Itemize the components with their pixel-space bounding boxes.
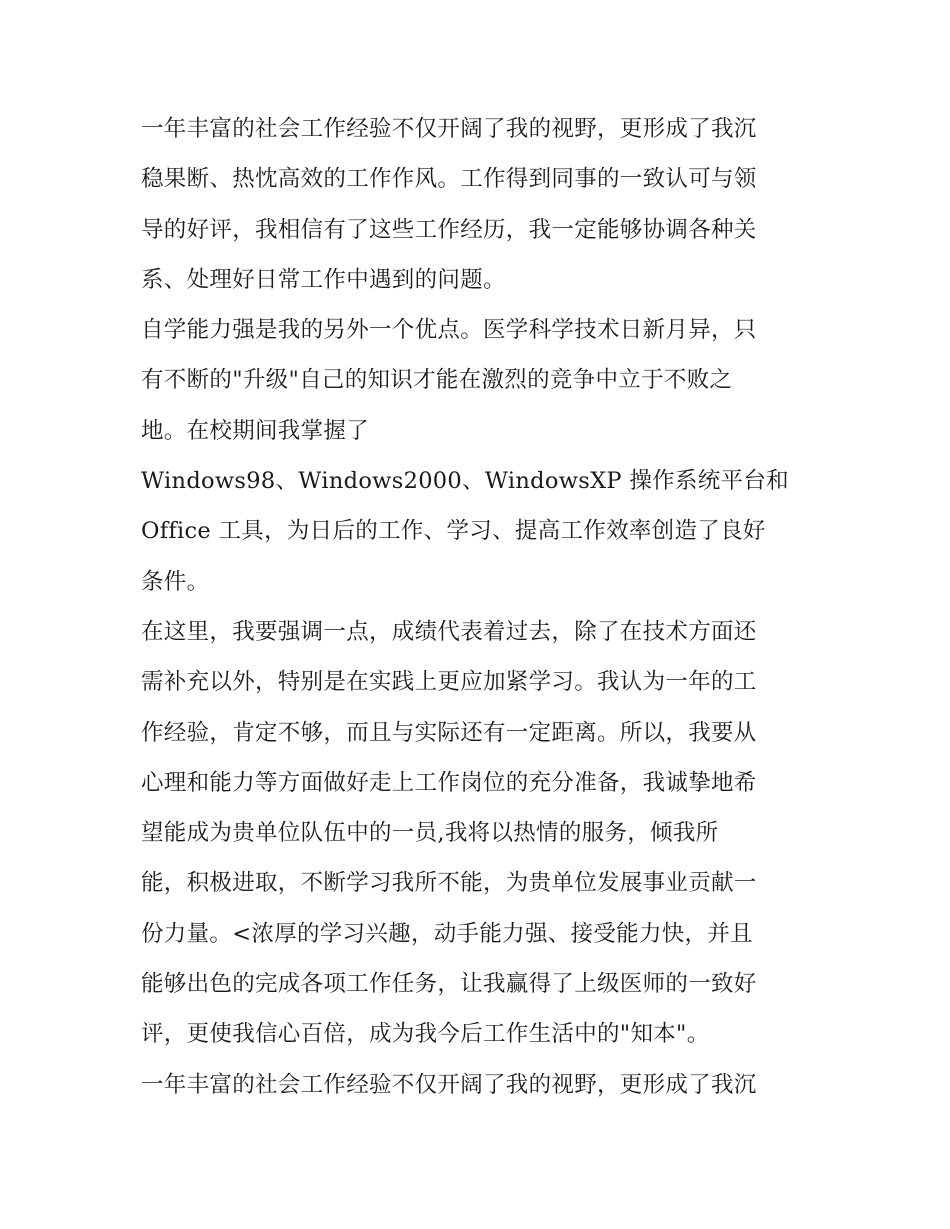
text-line: 在这里，我要强调一点，成绩代表着过去，除了在技术方面还: [141, 618, 757, 645]
text-line: 作经验，肯定不够，而且与实际还有一定距离。所以，我要从: [141, 719, 757, 746]
text-line: 地。在校期间我掌握了: [141, 417, 370, 444]
paragraph-work-experience-repeat: [141, 1060, 821, 1110]
text-line: 稳果断、热忱高效的工作作风。工作得到同事的一致认可与领: [141, 166, 757, 193]
text-line: 份力量。<浓厚的学习兴趣，动手能力强、接受能力快，并且: [141, 920, 753, 947]
document-body: [141, 104, 821, 1110]
text-line: 有不断的"升级"自己的知识才能在激烈的竞争中立于不败之: [141, 367, 733, 394]
paragraph-self-learning: [141, 305, 821, 607]
text-line: 系、处理好日常工作中遇到的问题。: [141, 266, 506, 293]
text-line: 望能成为贵单位队伍中的一员,我将以热情的服务，倾我所: [141, 820, 719, 847]
text-line: 条件。: [141, 568, 210, 595]
text-line: 能，积极进取，不断学习我所不能，为贵单位发展事业贡献一: [141, 870, 757, 897]
text-line: 能够出色的完成各项工作任务，让我赢得了上级医师的一致好: [141, 971, 757, 998]
text-line: 自学能力强是我的另外一个优点。医学科学技术日新月异，只: [141, 317, 757, 344]
text-line: 一年丰富的社会工作经验不仅开阔了我的视野，更形成了我沉: [141, 116, 757, 142]
text-line: Windows98、Windows2000、WindowsXP 操作系统平台和: [141, 468, 789, 495]
text-line: 需补充以外，特别是在实践上更应加紧学习。我认为一年的工: [141, 669, 757, 696]
text-line: Office 工具，为日后的工作、学习、提高工作效率创造了良好: [141, 518, 766, 545]
paragraph-commitment: [141, 607, 821, 1060]
text-line: 心理和能力等方面做好走上工作岗位的充分准备，我诚挚地希: [141, 769, 757, 796]
text-line: 一年丰富的社会工作经验不仅开阔了我的视野，更形成了我沉: [141, 1071, 757, 1098]
text-line: 导的好评，我相信有了这些工作经历，我一定能够协调各种关: [141, 216, 757, 243]
text-line: 评，更使我信心百倍，成为我今后工作生活中的"知本"。: [141, 1021, 710, 1048]
paragraph-work-experience: [141, 104, 821, 305]
